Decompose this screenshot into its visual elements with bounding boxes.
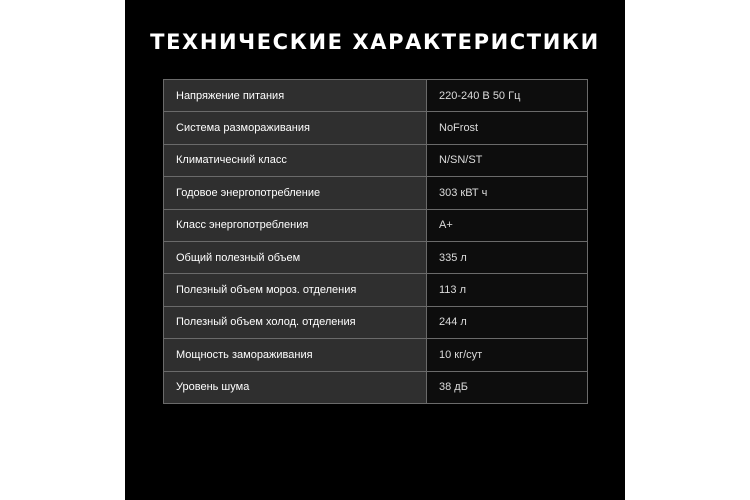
spec-sheet-panel <box>125 0 625 500</box>
page-title: ТЕХНИЧЕСКИЕ ХАРАКТЕРИСТИКИ <box>150 30 600 54</box>
table-row <box>164 209 588 241</box>
spec-value: 10 кг/сут <box>427 339 588 371</box>
spec-value: 335 л <box>427 241 588 273</box>
spec-value: A+ <box>427 209 588 241</box>
spec-value: N/SN/ST <box>427 144 588 176</box>
spec-label: Общий полезный объем <box>164 241 427 273</box>
spec-label: Климатичесний класс <box>164 144 427 176</box>
spec-label: Полезный объем холод. отделения <box>164 306 427 338</box>
table-row <box>164 339 588 371</box>
specifications-table <box>163 79 588 404</box>
spec-label: Годовое энергопотребление <box>164 177 427 209</box>
table-row <box>164 80 588 112</box>
spec-label: Напряжение питания <box>164 80 427 112</box>
spec-value: 244 л <box>427 306 588 338</box>
table-row <box>164 241 588 273</box>
table-row <box>164 306 588 338</box>
table-row <box>164 112 588 144</box>
spec-value: 113 л <box>427 274 588 306</box>
table-row <box>164 144 588 176</box>
spec-value: 38 дБ <box>427 371 588 403</box>
spec-label: Система размораживания <box>164 112 427 144</box>
spec-value: NoFrost <box>427 112 588 144</box>
table-row <box>164 274 588 306</box>
spec-value: 303 кВТ ч <box>427 177 588 209</box>
spec-label: Уровень шума <box>164 371 427 403</box>
table-row <box>164 371 588 403</box>
spec-label: Полезный объем мороз. отделения <box>164 274 427 306</box>
spec-value: 220-240 В 50 Гц <box>427 80 588 112</box>
table-row <box>164 177 588 209</box>
spec-label: Мощность замораживания <box>164 339 427 371</box>
spec-label: Класс энергопотребления <box>164 209 427 241</box>
